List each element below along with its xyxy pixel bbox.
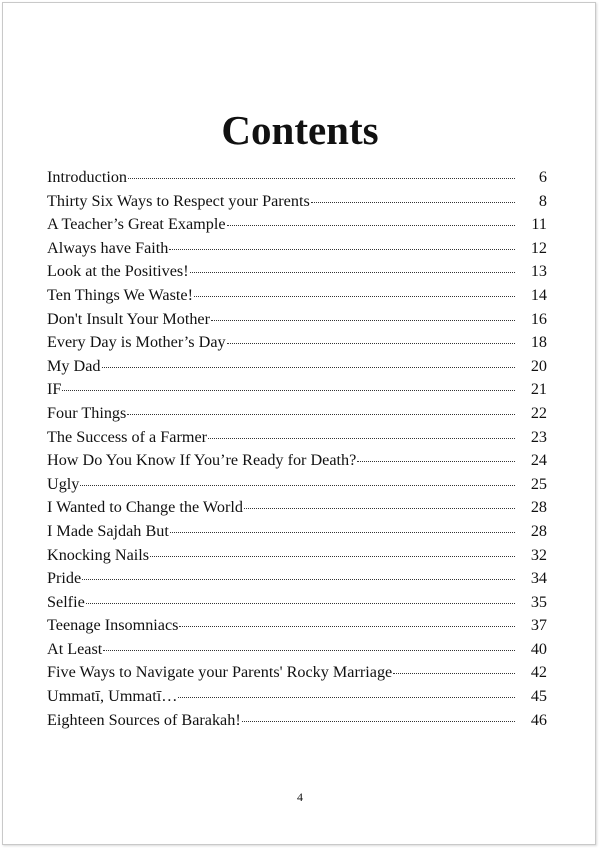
toc-entry[interactable]	[47, 286, 547, 310]
toc-entry-title: Ugly	[47, 474, 80, 493]
toc-leader-dots	[208, 437, 515, 439]
toc-leader-dots	[227, 224, 515, 226]
toc-entry-page: 28	[530, 521, 547, 540]
toc-entry-page: 16	[530, 309, 547, 328]
toc-entry[interactable]	[47, 711, 547, 735]
toc-entry-title: Every Day is Mother’s Day	[47, 333, 226, 352]
toc-leader-dots	[178, 696, 515, 698]
toc-entry-page: 23	[530, 427, 547, 446]
toc-leader-dots	[127, 413, 515, 415]
toc-entry-page: 20	[530, 356, 547, 375]
toc-entry-page: 22	[530, 403, 547, 422]
toc-entry-title: Pride	[47, 569, 82, 588]
toc-entry-title: I Made Sajdah But	[47, 521, 169, 540]
toc-entry-page: 37	[530, 616, 547, 635]
toc-entry-title: Selfie	[47, 592, 85, 611]
toc-leader-dots	[103, 649, 515, 651]
toc-entry[interactable]	[47, 380, 547, 404]
toc-leader-dots	[62, 389, 515, 391]
toc-entry[interactable]	[47, 192, 547, 216]
toc-leader-dots	[169, 248, 515, 250]
toc-entry[interactable]	[47, 498, 547, 522]
table-of-contents	[47, 168, 547, 734]
toc-entry[interactable]	[47, 663, 547, 687]
toc-leader-dots	[128, 177, 515, 179]
toc-entry-title: My Dad	[47, 356, 101, 375]
toc-entry-title: Ten Things We Waste!	[47, 285, 193, 304]
toc-entry[interactable]	[47, 239, 547, 263]
toc-entry-title: Five Ways to Navigate your Parents' Rocky Marriage	[47, 663, 393, 682]
toc-leader-dots	[311, 201, 515, 203]
toc-leader-dots	[102, 366, 515, 368]
toc-entry[interactable]	[47, 333, 547, 357]
toc-entry-title: Ummatī, Ummatī…	[47, 687, 178, 706]
toc-entry-title: Don't Insult Your Mother	[47, 309, 211, 328]
toc-entry[interactable]	[47, 404, 547, 428]
toc-entry-page: 42	[530, 663, 547, 682]
toc-entry-page: 35	[530, 592, 547, 611]
toc-entry-page: 14	[530, 285, 547, 304]
toc-leader-dots	[86, 602, 515, 604]
toc-entry[interactable]	[47, 428, 547, 452]
toc-entry[interactable]	[47, 215, 547, 239]
toc-entry[interactable]	[47, 310, 547, 334]
toc-entry-page: 18	[530, 333, 547, 352]
toc-entry-title: At Least	[47, 639, 103, 658]
toc-entry-title: Eighteen Sources of Barakah!	[47, 710, 241, 729]
toc-leader-dots	[393, 672, 515, 674]
page-title: Contents	[221, 107, 379, 153]
toc-entry-title: IF	[47, 380, 62, 399]
toc-entry-page: 12	[530, 238, 547, 257]
toc-entry-title: Teenage Insomniacs	[47, 616, 179, 635]
toc-leader-dots	[244, 507, 515, 509]
toc-entry-page: 21	[530, 380, 547, 399]
toc-entry-page: 8	[538, 191, 547, 210]
toc-entry-page: 13	[530, 262, 547, 281]
toc-entry-title: Introduction	[47, 168, 128, 186]
toc-entry[interactable]	[47, 616, 547, 640]
toc-leader-dots	[150, 555, 515, 557]
toc-entry-page: 6	[538, 168, 547, 186]
toc-entry[interactable]	[47, 168, 547, 192]
toc-leader-dots	[211, 319, 515, 321]
toc-entry[interactable]	[47, 357, 547, 381]
toc-entry-title: Four Things	[47, 403, 127, 422]
toc-leader-dots	[170, 531, 515, 533]
toc-entry-page: 24	[530, 451, 547, 470]
toc-entry[interactable]	[47, 640, 547, 664]
toc-entry-page: 32	[530, 545, 547, 564]
toc-entry-page: 34	[530, 569, 547, 588]
toc-entry[interactable]	[47, 593, 547, 617]
toc-leader-dots	[82, 578, 515, 580]
toc-entry[interactable]	[47, 475, 547, 499]
toc-entry[interactable]	[47, 546, 547, 570]
toc-entry-title: The Success of a Farmer	[47, 427, 208, 446]
toc-entry[interactable]	[47, 451, 547, 475]
toc-entry[interactable]	[47, 522, 547, 546]
toc-entry[interactable]	[47, 687, 547, 711]
toc-entry-page: 46	[530, 710, 547, 729]
toc-entry[interactable]	[47, 569, 547, 593]
toc-entry-page: 25	[530, 474, 547, 493]
toc-entry-title: Look at the Positives!	[47, 262, 189, 281]
toc-entry[interactable]	[47, 262, 547, 286]
toc-entry-title: A Teacher’s Great Example	[47, 215, 226, 234]
toc-entry-title: I Wanted to Change the World	[47, 498, 243, 517]
toc-leader-dots	[179, 625, 515, 627]
toc-entry-page: 40	[530, 639, 547, 658]
toc-leader-dots	[190, 271, 515, 273]
toc-leader-dots	[227, 342, 515, 344]
toc-leader-dots	[80, 484, 515, 486]
toc-entry-page: 45	[530, 687, 547, 706]
toc-entry-title: Knocking Nails	[47, 545, 150, 564]
toc-entry-page: 11	[531, 215, 547, 234]
toc-entry-page: 28	[530, 498, 547, 517]
toc-entry-title: Thirty Six Ways to Respect your Parents	[47, 191, 310, 210]
toc-leader-dots	[194, 295, 515, 297]
toc-entry-title: Always have Faith	[47, 238, 169, 257]
toc-leader-dots	[242, 720, 515, 722]
toc-leader-dots	[357, 460, 515, 462]
toc-entry-title: How Do You Know If You’re Ready for Death?	[47, 451, 357, 470]
page-number: 4	[297, 790, 303, 804]
